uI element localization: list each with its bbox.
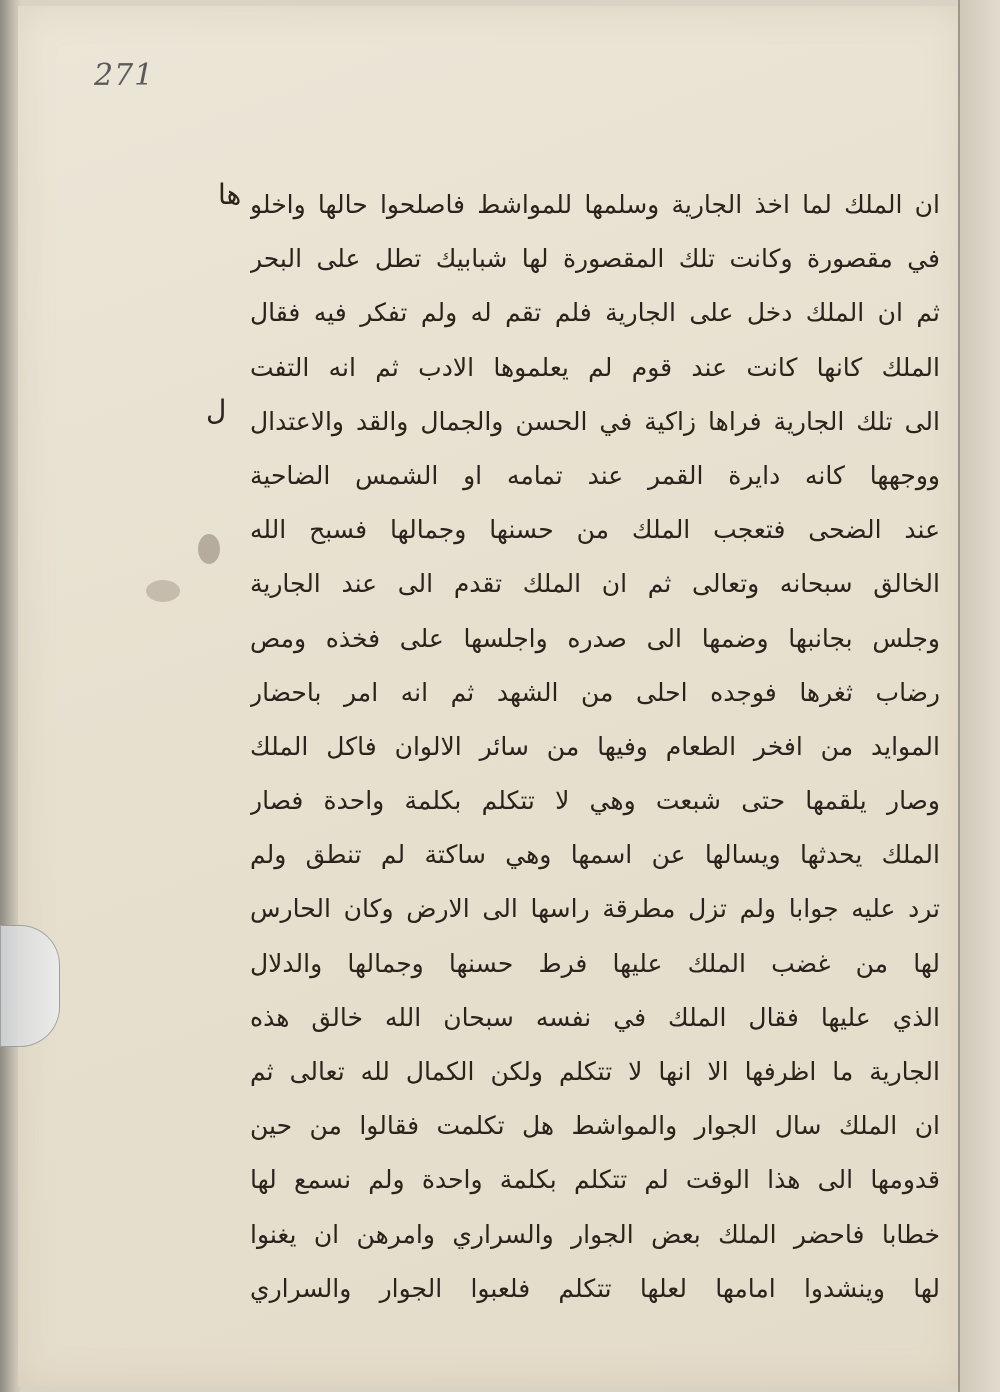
text-line: الملك كانها كانت عند قوم لم يعلموها الادب ثم انه التفت [250, 352, 940, 382]
page-clip [0, 925, 60, 1047]
text-line: ترد عليه جوابا ولم تزل مطرقة راسها الى الارض وكان الحارس [250, 894, 940, 924]
text-line: ان الملك سال الجوار والمواشط هل تكلمت فقالوا من حين [250, 1111, 940, 1141]
text-line: وجلس بجانبها وضمها الى صدره واجلسها على فخذه ومص [250, 623, 940, 653]
text-line: الى تلك الجارية فراها زاكية في الحسن والجمال والقد والاعتدال [250, 406, 940, 436]
text-line: قدومها الى هذا الوقت لم تتكلم بكلمة واحدة ولم نسمع لها [250, 1165, 940, 1195]
text-line: وصار يلقمها حتى شبعت وهي لا تتكلم بكلمة واحدة فصار [250, 786, 940, 816]
text-line: ان الملك لما اخذ الجارية وسلمها للمواشط فاصلحوا حالها واخلو [250, 190, 940, 219]
text-line: الموايد من افخر الطعام وفيها من سائر الالوان فاكل الملك [250, 731, 940, 761]
text-line: خطابا فاحضر الملك بعض الجوار والسراري وامرهن ان يغنوا [250, 1219, 940, 1249]
text-line: الذي عليها فقال الملك في نفسه سبحان الله خالق هذه [250, 1002, 940, 1032]
text-line: لها من غضب الملك عليها فرط حسنها وجمالها والدلال [250, 948, 940, 978]
manuscript-text [250, 178, 940, 1316]
ink-stain [146, 580, 180, 602]
text-line: الخالق سبحانه وتعالى ثم ان الملك تقدم الى عند الجارية [250, 569, 940, 599]
manuscript-page [18, 6, 964, 1386]
text-line: الجارية ما اظرفها الا انها لا تتكلم ولكن الكمال لله تعالى ثم [250, 1057, 940, 1086]
folio-number: 271 [94, 58, 155, 93]
text-line: في مقصورة وكانت تلك المقصورة لها شبابيك تطل على البحر [250, 244, 940, 274]
text-line: الملك يحدثها ويسالها عن اسمها وهي ساكتة لم تنطق ولم [250, 840, 940, 870]
margin-note: ها [218, 178, 242, 211]
text-line: ووجهها كانه دايرة القمر عند تمامه او الشمس الضاحية [250, 460, 940, 490]
margin-note: ل [206, 394, 227, 427]
text-line: عند الضحى فتعجب الملك من حسنها وجمالها فسبح الله [250, 515, 940, 545]
text-line: رضاب ثغرها فوجده احلى من الشهد ثم انه امر باحضار [250, 677, 940, 707]
ink-stain [198, 534, 220, 564]
text-line: ثم ان الملك دخل على الجارية فلم تقم له ولم تفكر فيه فقال [250, 298, 940, 328]
text-line: لها وينشدوا امامها لعلها تتكلم فلعبوا الجوار والسراري [250, 1273, 940, 1303]
adjacent-page-edge [958, 0, 1000, 1392]
